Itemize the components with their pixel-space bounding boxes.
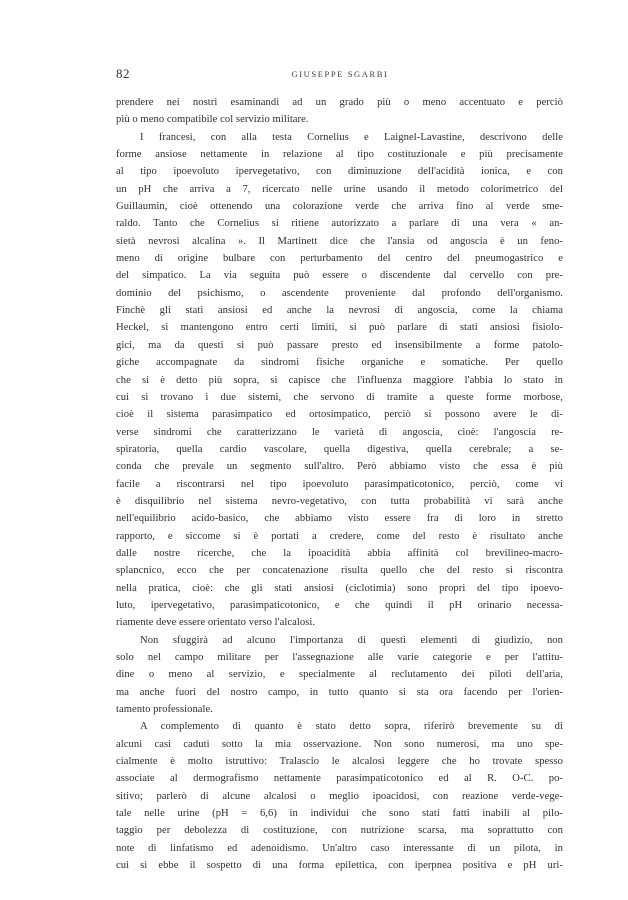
text-line: associate al dermografismo nettamente parasimpaticotonico ed al R. O-C. po- — [116, 773, 563, 785]
text-line: dine o meno al servizio, e specialmente al reclutamento dei piloti dell'aria, — [116, 669, 563, 681]
body-text — [116, 94, 563, 874]
text-line: al tipo ipoevoluto ipervegetativo, con diminuzione dell'acidità ionica, e con — [116, 166, 563, 178]
text-line: è disquilibrio nel sistema nevro-vegetativo, con tutta probabilità vi sarà anche — [116, 495, 563, 507]
text-line: I francesi, con alla testa Cornelius e Laignel-Lavastine, descrivono delle — [140, 131, 563, 143]
page-header — [116, 66, 564, 84]
text-line: cui si trovano i due sistemi, che servono di tramite a queste forme morbose, — [116, 391, 563, 403]
text-line: nella pratica, cioè: che gli stati ansiosi (ciclotimia) sono propri del tipo ipoevo- — [116, 582, 563, 594]
text-line: Guillaumin, cioè ottenendo una colorazione verde che arriva fino al verde sme- — [116, 201, 563, 213]
text-line: forme ansiose nettamente in relazione al tipo costituzionale e più precisamente — [116, 149, 563, 161]
text-line: che si è detto più sopra, si capisce che l'influenza maggiore l'abbia lo stato in — [116, 374, 563, 386]
text-line: Finchè gli stati ansiosi ed anche la nevrosi di angoscia, come la chiama — [116, 305, 563, 317]
text-line: note di linfatismo ed adenoidismo. Un'altro caso interessante di un pilota, in — [116, 842, 563, 854]
text-line: cialmente è molto istruttivo: Tralascio le alcalosi leggere che ho trovate spesso — [116, 756, 563, 768]
text-line: cui si ebbe il sospetto di una forma epilettica, con iperpnea positiva e pH uri- — [116, 860, 563, 872]
text-line: conda che prevale un segmento sull'altro. Però abbiamo visto che essa è più — [116, 461, 563, 473]
text-line: gici, ma da questi si può passare presto ed insensibilmente a forme patolo- — [116, 339, 563, 351]
text-line: A complemento di quanto è stato detto sopra, riferirò brevemente su di — [140, 721, 563, 733]
text-line: luto, ipervegetativo, parasimpaticotonico, e che quindi il pH orinario necessa- — [116, 599, 563, 611]
text-line: prendere nei nostri esaminandi ad un grado più o meno accentuato e perciò — [116, 97, 563, 108]
text-line: del simpatico. La via seguita può essere o discendente dal cervello con pre- — [116, 270, 563, 282]
text-line: alcuni casi caduti sotto la mia osservazione. Non sono numerosi, ma uno spe- — [116, 738, 563, 750]
text-line: verse sindromi che caratterizzano le varietà di angoscia, cioè: l'angoscia re- — [116, 426, 563, 438]
text-line: giche accompagnate da sindromi fisiche organiche e somatiche. Per quello — [116, 357, 563, 369]
text-line: splancnico, ecco che per concatenazione risulta quello che del resto si riscontra — [116, 565, 563, 577]
page-number: 82 — [116, 66, 130, 81]
text-line: riamente deve essere orientato verso l'alcalosi. — [116, 617, 316, 629]
text-line: raldo. Tanto che Cornelius si ritiene autorizzato a parlare di una vera « an- — [116, 218, 563, 230]
text-line: Heckel, si mantengono entro certi limiti, si può parlare di stati ansiosi fisiolo- — [116, 322, 563, 334]
text-line: Non sfuggirà ad alcuno l'importanza di questi elementi di giudizio, non — [140, 634, 563, 646]
running-head: GIUSEPPE SGARBI — [291, 69, 389, 79]
text-line: taggio per debolezza di costituzione, con nutrizione scarsa, ma soprattutto con — [116, 825, 563, 837]
text-line: dominio del psichismo, o ascendente proveniente dal profondo dell'organismo. — [116, 287, 563, 299]
text-line: nell'equilibrio acido-basico, che abbiamo visto essere fra di loro in stretto — [116, 513, 563, 525]
text-line: rapporto, e siccome si è portati a credere, come del resto è risultato anche — [116, 530, 563, 542]
text-line: cioè il sistema parasimpatico ed ortosimpatico, perciò si possono avere le di- — [116, 409, 563, 421]
text-line: più o meno compatibile col servizio militare. — [116, 114, 309, 126]
text-line: un pH che arriva a 7, ricercato nelle urine usando il metodo colorimetrico del — [116, 183, 563, 195]
text-line: sitivo; parlerò di alcune alcalosi o meglio ipoacidosi, con reazione verde-vege- — [116, 790, 563, 802]
text-line: meno di origine bulbare con perturbamento del centro del pneumogastrico e — [116, 253, 563, 265]
text-line: spiratoria, quella cardio vascolare, quella digestiva, quella cerebrale; a se- — [116, 443, 563, 455]
text-line: tamento professionale. — [116, 704, 214, 716]
text-line: dalle nostre ricerche, che la ipoacidità abbia affinità col brevilineo-macro- — [116, 547, 563, 559]
text-line: solo nel campo militare per l'assegnazione alle varie categorie e per l'attitu- — [116, 652, 563, 663]
text-line: facile a riscontrarsi nel tipo ipoevoluto parasimpaticotonico, perciò, come vi — [116, 478, 563, 490]
text-line: tale nelle urine (pH = 6,6) in individui che sono stati fatti inabili al pilo- — [116, 808, 563, 820]
text-line: sietà nevrosi alcalina ». Il Martinett dice che l'ansia od angoscia è un feno- — [116, 235, 563, 247]
text-line: ma anche fuori del nostro campo, in tutto quanto si sta ora facendo per l'orien- — [116, 686, 563, 698]
